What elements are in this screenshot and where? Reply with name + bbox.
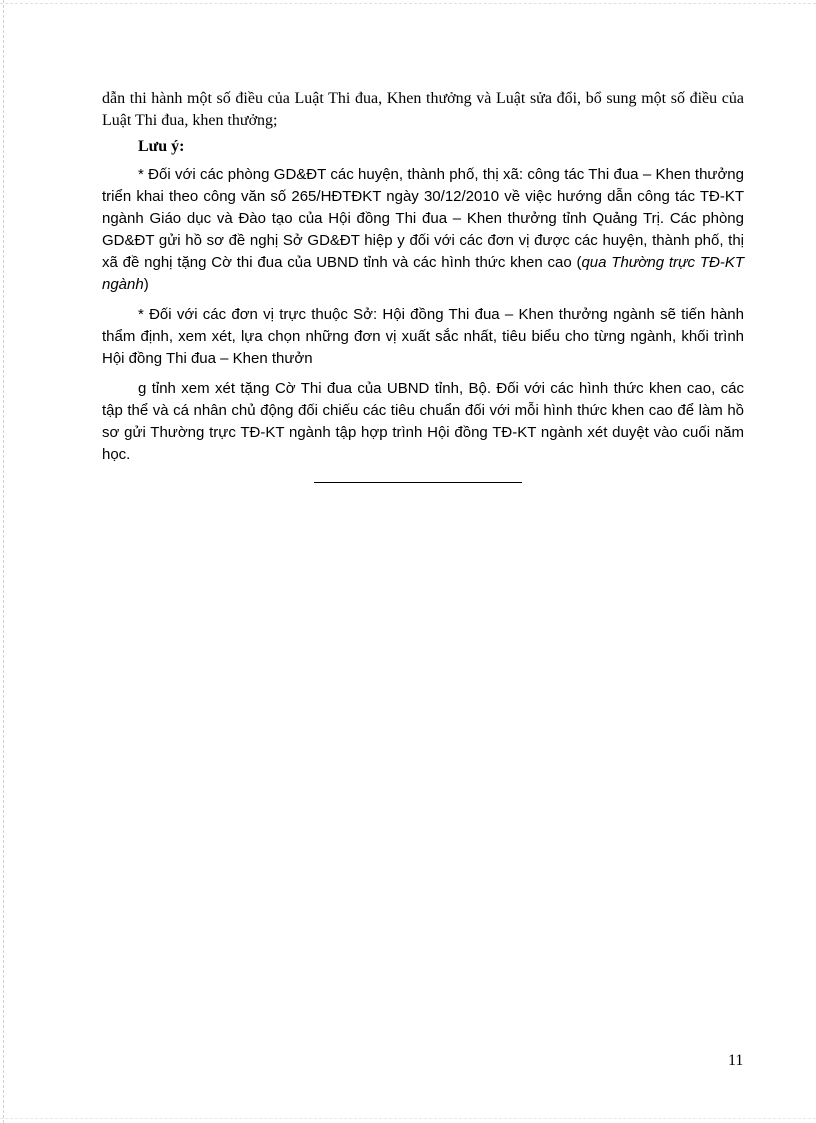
note-1-end: ) <box>143 276 149 293</box>
note-label: Lưu ý: <box>138 138 185 155</box>
end-separator-line <box>314 482 522 483</box>
note-1-text: * Đối với các phòng GD&ĐT các huyện, thành phố, thị xã: công tác Thi đua – Khen thưởng triển khai theo công văn số 265/HĐTĐKT ngày 30/12/2010 về việc hướng dẫn công tác TĐ-KT ngành Giáo dục và Đào tạo của Hội đồng Thi đua – Khen thưởng tỉnh Quảng Trị. Các phòng GD&ĐT gửi hồ sơ đề nghị Sở GD&ĐT hiệp y đối với các đơn vị được các huyện, thành phố, thị xã đề nghị tặng Cờ thi đua của UBND tỉnh và các hình thức khen cao ( <box>102 166 744 271</box>
page-bottom-border <box>0 1118 816 1119</box>
page-top-border <box>0 3 816 4</box>
note-1-italic: qua Thường trực TĐ-KT ngành <box>102 254 744 293</box>
page-number: 11 <box>728 1052 744 1069</box>
note-2-continuation: g tỉnh xem xét tặng Cờ Thi đua của UBND tỉnh, Bộ. Đối với các hình thức khen cao, các tập thể và cá nhân chủ động đối chiếu các tiêu chuẩn đối với mỗi hình thức khen cao để làm hồ sơ gửi Thường trực TĐ-KT ngành tập hợp trình Hội đồng TĐ-KT ngành xét duyệt vào cuối năm học. <box>102 380 744 463</box>
document-body <box>102 88 744 466</box>
note-2-paragraph: * Đối với các đơn vị trực thuộc Sở: Hội đồng Thi đua – Khen thưởng ngành sẽ tiến hành thẩm định, xem xét, lựa chọn những đơn vị xuất sắc nhất, tiêu biểu cho từng ngành, khối trình Hội đồng Thi đua – Khen thưởn <box>102 306 744 367</box>
page-left-border <box>3 0 4 1123</box>
note-1-paragraph <box>102 164 744 296</box>
intro-paragraph: dẫn thi hành một số điều của Luật Thi đua, Khen thưởng và Luật sửa đổi, bổ sung một số điều của Luật Thi đua, khen thưởng; <box>102 90 744 129</box>
